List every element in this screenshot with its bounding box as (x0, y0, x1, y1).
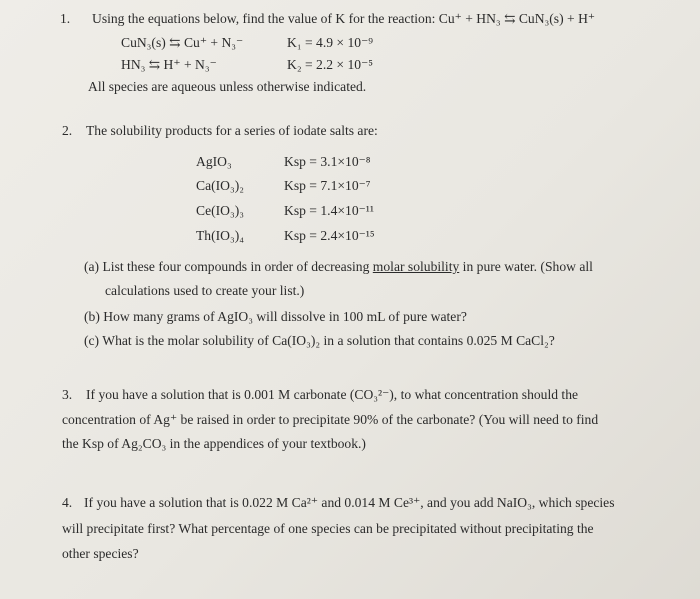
salt-ksp: Ksp = 3.1×10⁻⁸ (284, 154, 371, 169)
q2-part-c: (c) What is the molar solubility of Ca(IO₃)₂ in a solution that contains 0.025 M CaCl₂? (84, 333, 555, 348)
q4-number: 4. (62, 495, 73, 510)
q2-part-b: (b) How many grams of AgIO₃ will dissolve in 100 mL of pure water? (84, 309, 467, 324)
q3-number: 3. (62, 387, 73, 402)
q1-equation-1: CuN₃(s) ⇆ Cu⁺ + N₃⁻ (121, 35, 244, 50)
q2-number: 2. (62, 123, 73, 138)
q2-part-a-continued: calculations used to create your list.) (105, 283, 305, 298)
q1-k1: K₁ = 4.9 × 10⁻⁹ (287, 35, 373, 50)
q1-number: 1. (60, 11, 71, 26)
q3-line-2: concentration of Ag⁺ be raised in order to precipitate 90% of the carbonate? (You will need to find (62, 412, 599, 427)
salt-ksp: Ksp = 7.1×10⁻⁷ (284, 178, 371, 193)
salt-formula: Ce(IO₃)₃ (196, 203, 244, 218)
q1-equation-2: HN₃ ⇆ H⁺ + N₃⁻ (121, 57, 217, 72)
q3-line-1: If you have a solution that is 0.001 M carbonate (CO₃²⁻), to what concentration should the (86, 387, 579, 402)
q2-prompt: The solubility products for a series of iodate salts are: (86, 123, 378, 138)
q2-part-a-underlined: molar solubility (372, 259, 460, 274)
q1-note: All species are aqueous unless otherwise indicated. (88, 79, 367, 94)
salt-ksp: Ksp = 2.4×10⁻¹⁵ (284, 228, 375, 243)
q2-part-a-text-1: (a) List these four compounds in order of decreasing (84, 259, 370, 274)
q4-line-1: If you have a solution that is 0.022 M Ca²⁺ and 0.014 M Ce³⁺, and you add NaIO₃, which species (84, 495, 615, 510)
salt-formula: Ca(IO₃)₂ (196, 178, 244, 193)
q1-prompt: Using the equations below, find the value of K for the reaction: Cu⁺ + HN₃ ⇆ CuN₃(s) + H⁺ (92, 11, 596, 26)
q2-part-a-text-2: in pure water. (Show all (462, 259, 593, 274)
q4-line-2: will precipitate first? What percentage of one species can be precipitated without precipitating the (62, 521, 594, 536)
q1-k2: K₂ = 2.2 × 10⁻⁵ (287, 57, 373, 72)
salt-formula: Th(IO₃)₄ (196, 228, 244, 243)
q2-part-a (84, 259, 593, 275)
q4-line-3: other species? (62, 546, 139, 561)
salt-ksp: Ksp = 1.4×10⁻¹¹ (284, 203, 374, 218)
salt-formula: AgIO₃ (196, 154, 232, 169)
q3-line-3: the Ksp of Ag₂CO₃ in the appendices of your textbook.) (62, 436, 366, 451)
